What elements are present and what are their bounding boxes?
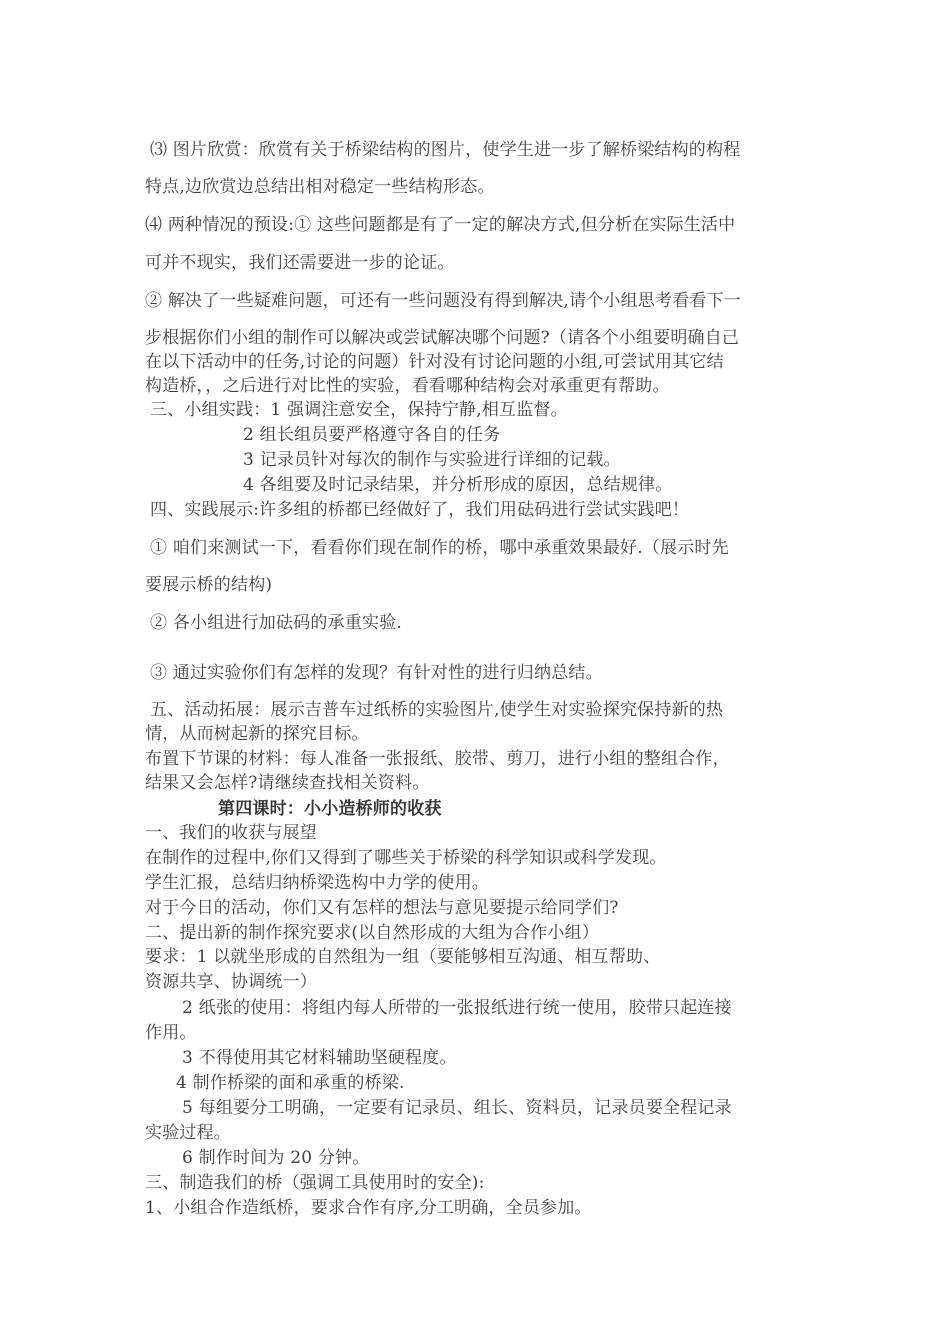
text-line: 四、实践展示:许多组的桥都已经做好了，我们用砝码进行尝试实践吧！ [150,500,690,520]
text-line: 二、提出新的制作探究要求(以自然形成的大组为合作小组） [145,923,600,943]
text-line: 学生汇报，总结归纳桥梁选构中力学的使用。 [145,873,489,893]
text-line: 1、小组合作造纸桥，要求合作有序,分工明确，全员参加。 [145,1198,592,1218]
text-line: 2 组长组员要严格遵守各自的任务 [243,425,501,445]
text-line: 实验过程。 [145,1123,231,1143]
text-line: ② 各小组进行加砝码的承重实验. [150,613,403,633]
text-line: 3 记录员针对每次的制作与实验进行详细的记载。 [243,450,621,470]
text-line: 4 制作桥梁的面和承重的桥梁. [176,1073,405,1093]
text-line: 对于今日的活动，你们又有怎样的想法与意见要提示给同学们? [145,898,619,918]
text-line: 情，从而树起新的探究目标。 [145,724,369,744]
text-line: 特点,边欣赏边总结出相对稳定一些结构形态。 [145,177,495,197]
text-line: 五、活动拓展：展示吉普车过纸桥的实验图片,使学生对实验探究保持新的热 [150,700,724,720]
text-line: 三、制造我们的桥（强调工具使用时的安全): [145,1173,485,1193]
text-line: 要展示桥的结构) [145,575,273,595]
text-line: ⑶ 图片欣赏：欣赏有关于桥梁结构的图片，使学生进一步了解桥梁结构的构程 [150,140,741,160]
text-line: 结果又会怎样?请继续查找相关资料。 [145,773,430,793]
text-line: 3 不得使用其它材料辅助坚硬程度。 [182,1048,457,1068]
text-line: ① 咱们来测试一下，看看你们现在制作的桥，哪中承重效果最好.（展示时先 [150,538,729,558]
text-line: 构造桥，，之后进行对比性的实验，看看哪种结构会对承重更有帮助。 [145,376,670,396]
text-line: 三、小组实践：1 强调注意安全，保持宁静,相互监督。 [150,400,568,420]
text-line: 2 纸张的使用：将组内每人所带的一张报纸进行统一使用，胶带只起连接 [182,998,732,1018]
text-line: 5 每组要分工明确，一定要有记录员、组长、资料员，记录员要全程记录 [182,1098,732,1118]
text-line: 可并不现实，我们还需要进一步的论证。 [145,253,455,273]
text-line: 在制作的过程中,你们又得到了哪些关于桥梁的科学知识或科学发现。 [145,848,667,868]
text-line: 作用。 [145,1023,197,1043]
text-line: 布置下节课的材料：每人准备一张报纸、胶带、剪刀，进行小组的整组合作， [145,749,730,769]
text-line: 一、我们的收获与展望 [145,823,317,843]
text-line: ③ 通过实验你们有怎样的发现？有针对性的进行归纳总结。 [150,663,603,683]
text-line: 在以下活动中的任务,讨论的问题）针对没有讨论问题的小组,可尝试用其它结 [145,352,724,372]
text-line: 步根据你们小组的制作可以解决或尝试解决哪个问题?（请各个小组要明确自己 [145,328,740,348]
text-line: 要求：1 以就坐形成的自然组为一组（要能够相互沟通、相互帮助、 [145,947,661,967]
text-line: 资源共享、协调统一） [145,972,317,992]
text-line: 4 各组要及时记录结果，并分析形成的原因，总结规律。 [243,475,673,495]
section-heading: 第四课时：小小造桥师的收获 [218,799,442,819]
text-line: ⑷ 两种情况的预设:① 这些问题都是有了一定的解决方式,但分析在实际生活中 [145,215,736,235]
text-line: ② 解决了一些疑难问题，可还有一些问题没有得到解决,请个小组思考看看下一 [145,291,742,311]
text-line: 6 制作时间为 20 分钟。 [182,1148,370,1168]
